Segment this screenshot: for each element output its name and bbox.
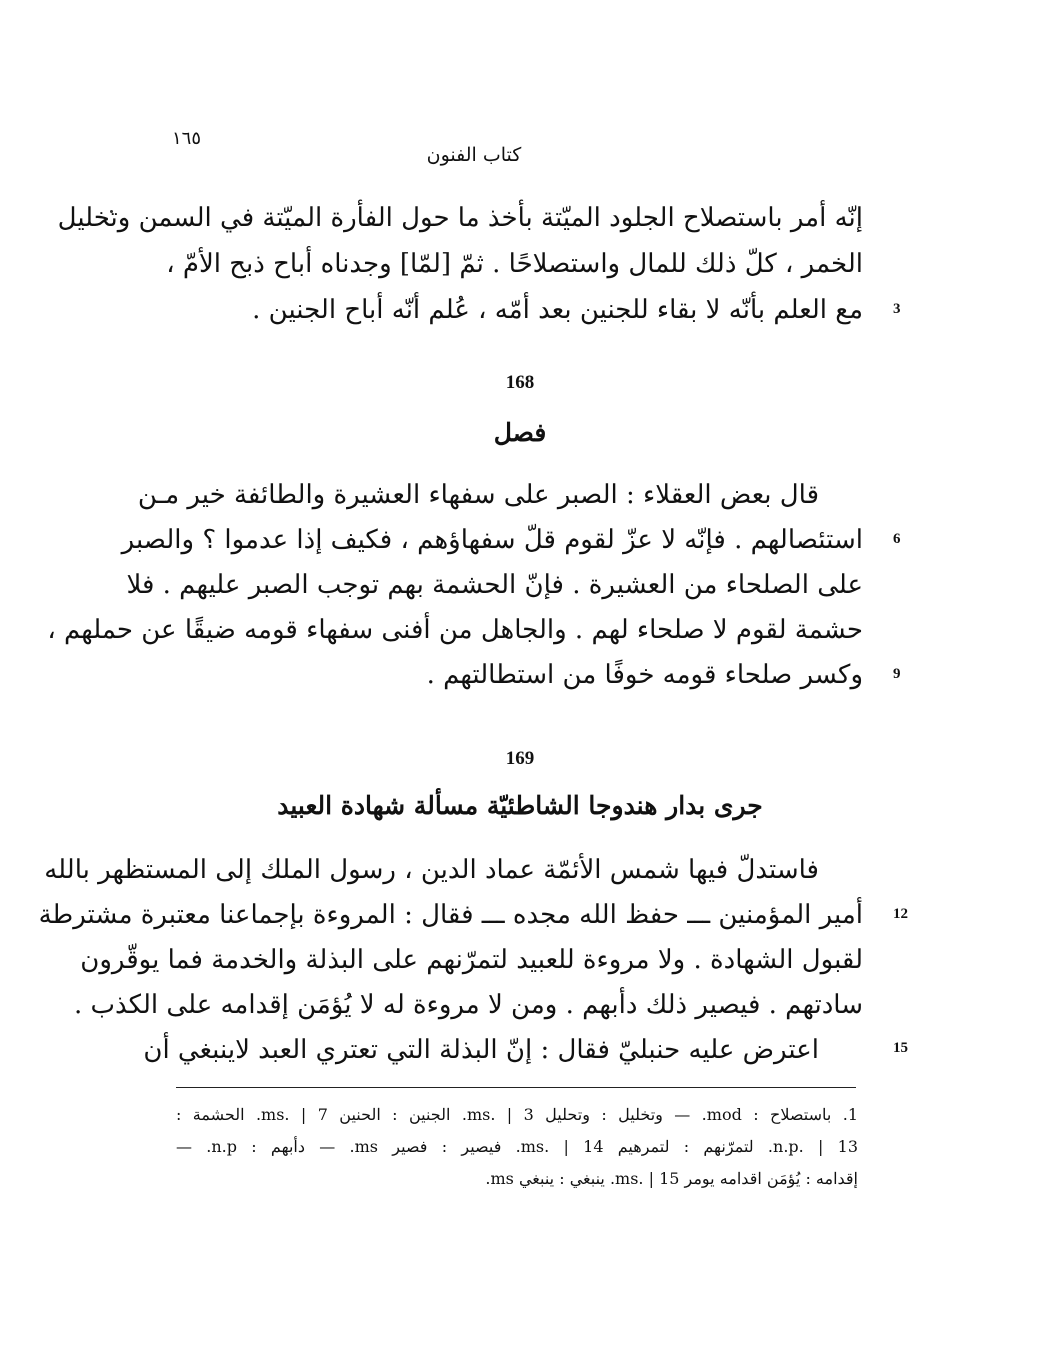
footnote-line: n.p. | 13. لتمرّنهم : لتمرهيم ms. | 14. فيصير : فصير ms. — دأبهم : n.p. — xyxy=(176,1137,859,1156)
section-number: 169 xyxy=(505,748,535,769)
section-heading: فصل xyxy=(493,418,547,447)
line-number: 12 xyxy=(893,906,908,922)
text-line: سادتهم . فيصير ذلك دأبهم . ومن لا مروءة له لا يُؤمَن إقدامه على الكذب . xyxy=(74,990,863,1020)
running-title: كتاب الفنون xyxy=(426,144,522,166)
text-line: مع العلم بأنّه لا بقاء للجنين بعد أمّه ، عُلم أنّه أباح الجنين . xyxy=(252,295,863,325)
text-line: إنّه أمر باستصلاح الجلود الميّتة بأخذ ما حول الفأرة الميّتة في السمن وتخليل xyxy=(57,203,863,233)
section-number: 168 xyxy=(505,372,535,393)
line-number: 15 xyxy=(893,1040,908,1056)
text-line: وكسر صلحاء قومه خوفًا من استطالتهم . xyxy=(426,660,863,690)
text-line: فاستدلّ فيها شمس الأئمّة عماد الدين ، رسول الملك إلى المستظهر بالله xyxy=(44,855,819,885)
text-line: على الصلحاء من العشيرة . فإنّ الحشمة بهم توجب الصبر عليهم . فلا xyxy=(126,570,863,600)
line-number: 3 xyxy=(893,301,901,317)
footnote-line: 1. باستصلاح : mod. — وتخليل : وتحليل ms. | 3. الجنين : الحنين ms. | 7. الحشمة : xyxy=(176,1105,858,1124)
footnote-rule xyxy=(176,1087,856,1088)
section-heading: جرى بدار هندوجا الشاطئيّة مسألة شهادة العبيد xyxy=(277,791,763,820)
footnote-line: إقدامه : يُؤمَن اقدامه يومر ms. | 15. ينبغي : ينبغي ms. xyxy=(485,1169,858,1188)
text-line: الخمر ، كلّ ذلك للمال واستصلاحًا . ثمّ [لمّا] وجدناه أباح ذبح الأمّ ، xyxy=(166,249,863,279)
text-line: لقبول الشهادة . ولا مروءة للعبيد لتمرّنهم على البذلة والخدمة فما يوقّرون xyxy=(80,945,863,975)
text-line: اعترض عليه حنبليّ فقال : إنّ البذلة التي تعتري العبد لاينبغي أن xyxy=(143,1035,819,1065)
page-number: ١٦٥ xyxy=(172,128,202,149)
text-line: استئصالهم . فإنّه لا عزّ لقوم قلّ سفهاؤهم ، فكيف إذا عدموا ؟ والصبر xyxy=(121,525,863,555)
line-number: 9 xyxy=(893,666,901,682)
line-number: 6 xyxy=(893,531,901,547)
text-line: أمير المؤمنين ـــ حفظ الله مجده ـــ فقال : المروءة بإجماعنا معتبرة مشترطة xyxy=(38,900,863,930)
text-line: حشمة لقوم لا صلحاء لهم . والجاهل من أفنى سفهاء قومه ضيقًا عن حملهم ، xyxy=(47,615,863,645)
text-line: قال بعض العقلاء : الصبر على سفهاء العشيرة والطائفة خير مـن xyxy=(137,480,819,510)
